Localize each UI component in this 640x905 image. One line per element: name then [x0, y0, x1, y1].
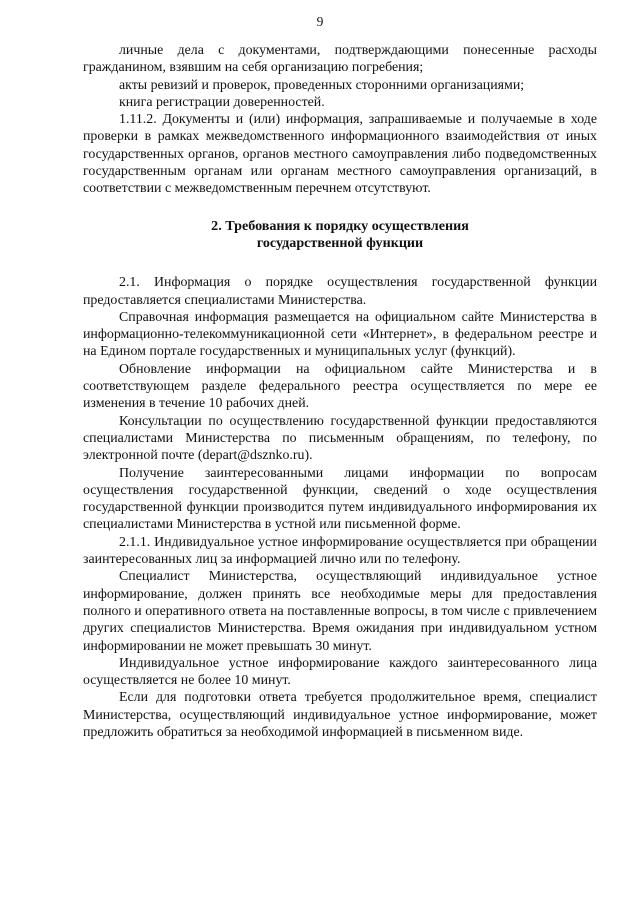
paragraph: Если для подготовки ответа требуется продолжительное время, специалист Министерства, осуществляющий индивидуальное устное информирование, может предложить обратиться за необходимой информацией в письменном виде. — [83, 690, 597, 740]
paragraph: книга регистрации доверенностей. — [119, 94, 325, 110]
paragraph: Консультации по осуществлению государственной функции предоставляются специалистами Министерства по письменным обращениям, по телефону, по электронной почте (depart@dsznko.ru). — [83, 413, 597, 464]
paragraph: 1.11.2. Документы и (или) информация, запрашиваемые и получаемые в ходе проверки в рамках межведомственного информационного взаимодействия от иных государственных органов, органов местного самоуправления либо подведомственных государственным органам или органам местного самоуправления организаций, в соответствии с межведомственным перечнем отсутствуют. — [83, 112, 597, 197]
paragraph: Обновление информации на официальном сайте Министерства и в соответствующем разделе федерального реестра осуществляется по мере ее изменения в течение 10 рабочих дней. — [83, 361, 597, 412]
section-heading-line-2: государственной функции — [256, 234, 424, 251]
page-number: 9 — [316, 14, 324, 29]
document-body — [83, 42, 597, 741]
paragraph: Справочная информация размещается на официальном сайте Министерства в информационно-телекоммуникационной сети «Интернет», в федеральном реестре и на Едином портале государственных и муниципальных услуг (функций). — [83, 309, 597, 360]
paragraph: 2.1. Информация о порядке осуществления государственной функции предоставляется специалистами Министерства. — [83, 275, 597, 308]
section-heading-line-1: 2. Требования к порядку осуществления — [211, 217, 469, 234]
paragraph: Специалист Министерства, осуществляющий индивидуальное устное информирование, должен принять все необходимые меры для предоставления полного и оперативного ответа на поставленные вопросы, в том числе с привлечением других специалистов Министерства. Время ожидания при индивидуальном устном информировании не может превышать 30 минут. — [83, 569, 597, 654]
paragraph: акты ревизий и проверок, проведенных сторонними организациями; — [119, 77, 525, 93]
paragraph: личные дела с документами, подтверждающими понесенные расходы гражданином, взявшим на себя организацию погребения; — [83, 43, 597, 76]
paragraph: 2.1.1. Индивидуальное устное информирование осуществляется при обращении заинтересованных лиц за информацией лично или по телефону. — [83, 534, 597, 568]
paragraph: Получение заинтересованными лицами информации по вопросам осуществления государственной функции, сведений о ходе осуществления государственной функции производится путем индивидуального информирования их специалистами Министерства в устной или письменной форме. — [83, 465, 597, 533]
paragraph: Индивидуальное устное информирование каждого заинтересованного лица осуществляется не более 10 минут. — [83, 655, 597, 689]
